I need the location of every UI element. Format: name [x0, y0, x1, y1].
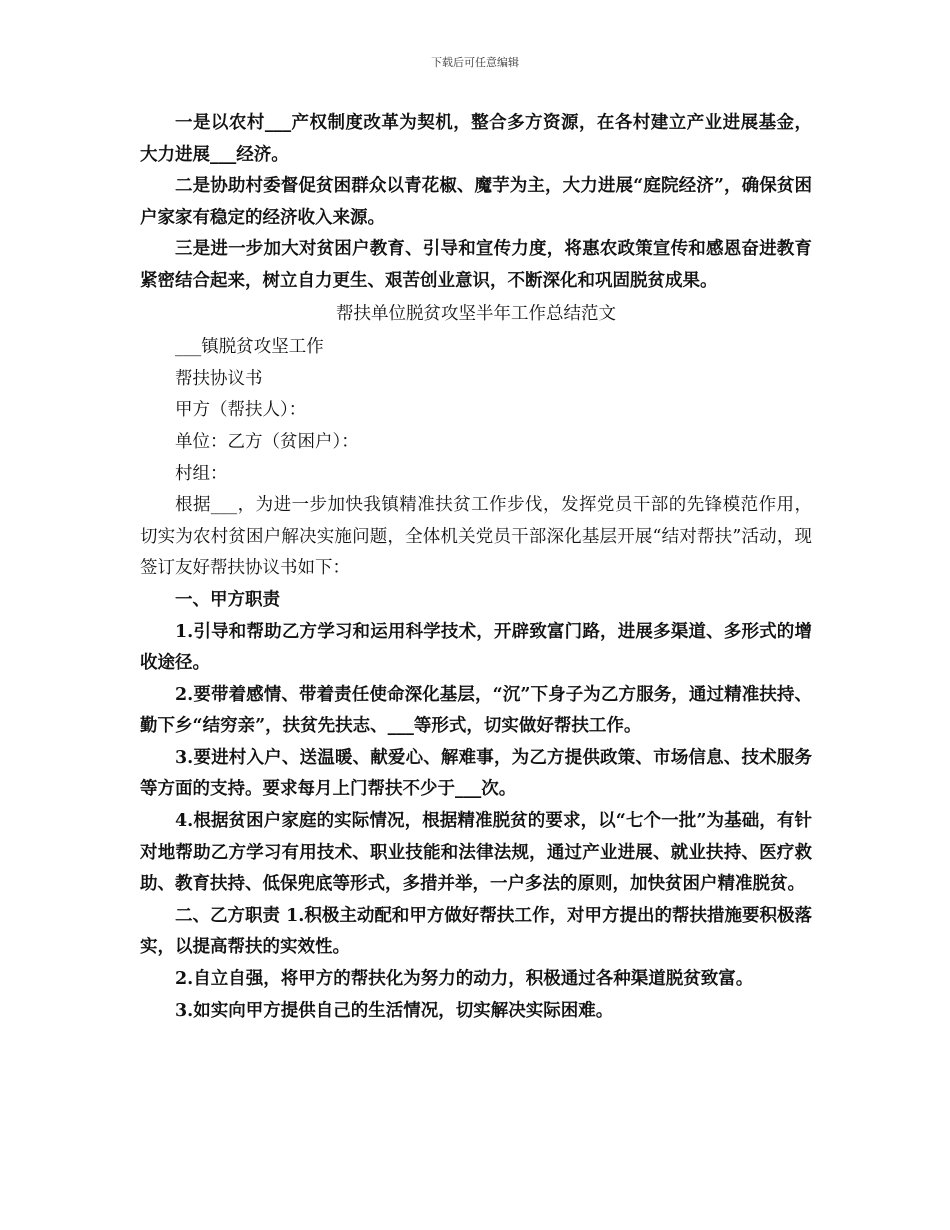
short-line-unit: 单位：乙方（贫困户）： — [175, 431, 359, 452]
intro-paragraph-2: 二是协助村委督促贫困群众以青花椒、魔芋为主，大力进展“庭院经济”，确保贫困户家家有稳定的经济收入来源。 — [140, 176, 812, 228]
section-two-item-2: 2.自立自强，将甲方的帮扶化为努力的动力，积极通过各种渠道脱贫致富。 — [175, 969, 754, 990]
document-title: 帮扶单位脱贫攻坚半年工作总结范文 — [336, 303, 616, 324]
page-header: 下载后可任意编辑 — [431, 56, 519, 69]
document-body — [140, 108, 812, 1027]
short-line-agreement: 帮扶协议书 — [175, 368, 263, 389]
intro-paragraph-1: 一是以农村___产权制度改革为契机，整合多方资源，在各村建立产业进展基金，大力进展___经济。 — [140, 113, 812, 165]
short-line-town: ___镇脱贫攻坚工作 — [175, 337, 324, 358]
section-two-item-1: 二、乙方职责 1.积极主动配和甲方做好帮扶工作，对甲方提出的帮扶措施要积极落实，以提高帮扶的实效性。 — [140, 905, 812, 958]
section-two-item-3: 3.如实向甲方提供自己的生活情况，切实解决实际困难。 — [175, 1000, 614, 1021]
short-line-village: 村组： — [175, 463, 228, 484]
intro-paragraph-3: 三是进一步加大对贫困户教育、引导和宣传力度，将惠农政策宣传和感恩奋进教育紧密结合起来，树立自力更生、艰苦创业意识，不断深化和巩固脱贫成果。 — [140, 239, 812, 291]
section-one-item-2: 2.要带着感情、带着责任使命深化基层，“沉”下身子为乙方服务，通过精准扶持、勤下乡“结穷亲”，扶贫先扶志、___等形式，切实做好帮扶工作。 — [140, 684, 812, 737]
section-one-heading: 一、甲方职责 — [175, 589, 280, 610]
section-one-item-3: 3.要进村入户、送温暖、献爱心、解难事，为乙方提供政策、市场信息、技术服务等方面的支持。要求每月上门帮扶不少于___次。 — [140, 747, 812, 800]
section-one-item-1: 1.引导和帮助乙方学习和运用科学技术，开辟致富门路，进展多渠道、多形式的增收途径。 — [140, 621, 812, 674]
short-line-party-a: 甲方（帮扶人）： — [175, 400, 307, 421]
section-one-item-4: 4.根据贫困户家庭的实际情况，根据精准脱贫的要求，以“七个一批”为基础，有针对地帮助乙方学习有用技术、职业技能和法律法规，通过产业进展、就业扶持、医疗救助、教育扶持、低保兜底等形式，多措并举，一户多法的原则，加快贫困户精准脱贫。 — [140, 811, 812, 895]
agreement-intro-paragraph: 根据___，为进一步加快我镇精准扶贫工作步伐，发挥党员干部的先锋模范作用，切实为农村贫困户解决实施问题，全体机关党员干部深化基层开展“结对帮扶”活动，现签订友好帮扶协议书如下： — [140, 495, 812, 579]
